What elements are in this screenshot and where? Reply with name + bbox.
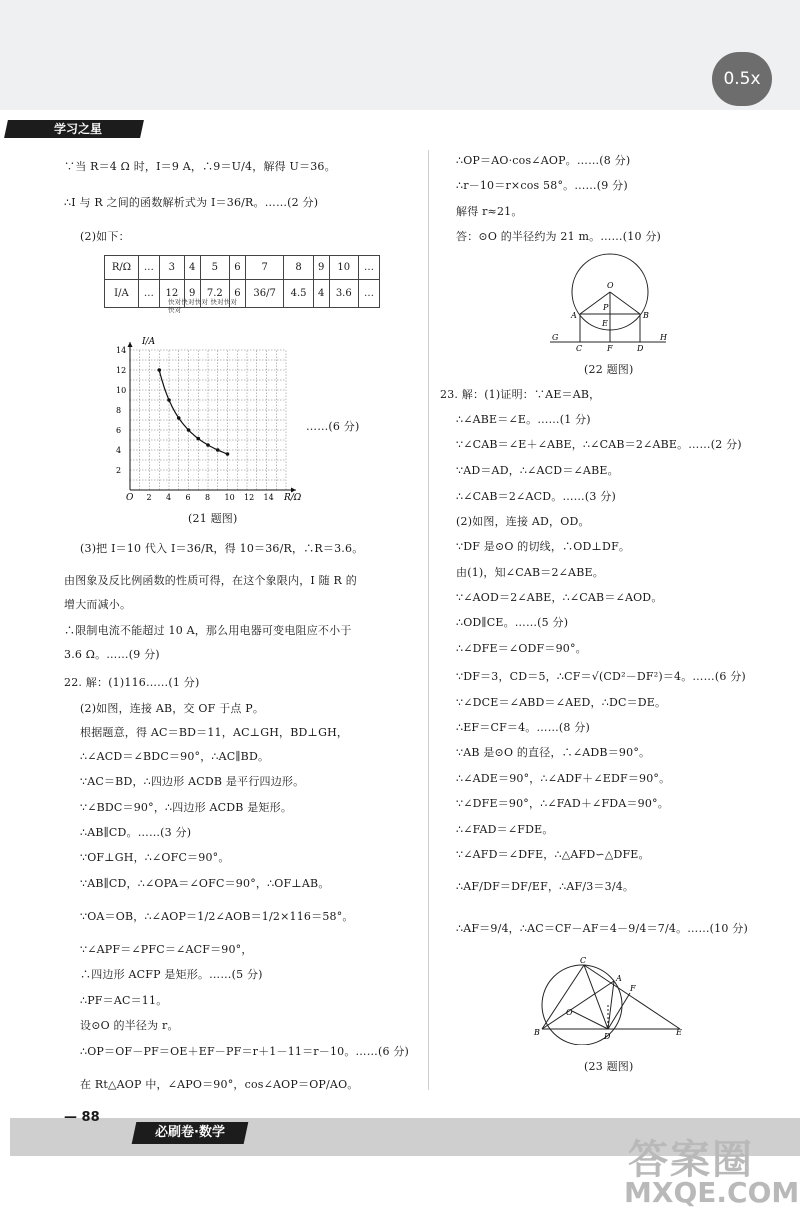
data-point [157, 368, 161, 372]
text-line: ∴∠DFE＝∠ODF＝90°。 [456, 642, 587, 655]
y-tick-label: 10 [116, 386, 127, 395]
svg-text:B: B [643, 311, 649, 320]
table-cell: 4 [184, 256, 200, 280]
text-line: ∵DF＝3，CD＝5，∴CF＝√(CD²－DF²)＝4。……(6 分) [456, 670, 746, 683]
table-cell: … [358, 256, 379, 280]
text-line: 3.6 Ω。……(9 分) [64, 648, 160, 661]
table-cell: 6 [229, 256, 245, 280]
table-cell: … [358, 280, 379, 308]
figure-caption: (22 题图) [584, 363, 634, 376]
text-line: ∴r－10＝r×cos 58°。……(9 分) [456, 179, 628, 192]
text-line: ∵AD＝AD，∴∠ACD＝∠ABE。 [456, 464, 619, 477]
table-row [105, 280, 380, 308]
svg-text:O: O [566, 1008, 573, 1017]
text-line: ∵当 R＝4 Ω 时，I＝9 A，∴9＝U/4，解得 U＝36。 [64, 160, 336, 173]
origin-label: O [126, 493, 134, 503]
x-tick-label: 8 [205, 493, 211, 502]
watermark-logo: 答案圈 [628, 1137, 754, 1183]
table-cell: 3.6 [329, 280, 358, 308]
data-point [177, 416, 181, 420]
text-line: ∴AB∥CD。……(3 分) [80, 826, 192, 839]
table-cell: 5 [200, 256, 229, 280]
text-line: 在 Rt△AOP 中，∠APO＝90°，cos∠AOP＝OP/AO。 [80, 1078, 359, 1091]
text-line: 由图象及反比例函数的性质可得，在这个象限内，I 随 R 的 [64, 574, 357, 587]
data-point [187, 428, 191, 432]
text-line: (2)如下： [80, 230, 130, 243]
svg-text:C: C [580, 956, 587, 965]
text-line: ∵DF 是⊙O 的切线，∴OD⊥DF。 [456, 540, 631, 553]
y-tick-label: 2 [116, 466, 122, 475]
data-point [167, 398, 171, 402]
table-cell: 3 [159, 256, 184, 280]
x-tick-label: 12 [244, 493, 255, 502]
text-line: ∵AB 是⊙O 的直径，∴∠ADB＝90°。 [456, 746, 651, 759]
text-line: ∵OF⊥GH，∴∠OFC＝90°。 [80, 851, 230, 864]
text-line: ∵AC＝BD，∴四边形 ACDB 是平行四边形。 [80, 775, 305, 788]
table-cell: … [138, 280, 159, 308]
y-tick-label: 8 [116, 406, 122, 415]
text-line: ∴∠ACD＝∠BDC＝90°，∴AC∥BD。 [80, 750, 270, 763]
text-line: ∴∠CAB＝2∠ACD。……(3 分) [456, 490, 616, 503]
text-line: ∴EF＝CF＝4。……(8 分) [456, 721, 590, 734]
svg-text:B: B [534, 1028, 540, 1037]
text-line: ∴I 与 R 之间的函数解析式为 I＝36/R。……(2 分) [64, 196, 319, 209]
text-line: 由(1)，知∠CAB＝2∠ABE。 [456, 566, 604, 579]
svg-text:D: D [604, 1032, 611, 1041]
text-line: 23. 解：(1)证明：∵AE＝AB， [440, 388, 601, 401]
text-line: ∵∠APF＝∠PFC＝∠ACF＝90°， [80, 943, 253, 956]
x-tick-label: 14 [263, 493, 274, 502]
data-curve [159, 370, 227, 454]
text-line: ∴∠ABE＝∠E。……(1 分) [456, 413, 591, 426]
viewer-top-bar [0, 0, 800, 110]
chart-curve [159, 370, 227, 454]
text-line: ∵∠DFE＝90°，∴∠FAD＋∠FDA＝90°。 [456, 797, 669, 810]
x-tick-label: 10 [224, 493, 235, 502]
table-cell: 7.2 [200, 280, 229, 308]
svg-text:D: D [637, 344, 644, 352]
text-line: ∴PF＝AC＝11。 [80, 994, 168, 1007]
x-axis-label: R/Ω [284, 493, 302, 503]
text-line: ∴四边形 ACFP 是矩形。……(5 分) [80, 968, 263, 981]
score-mark: ……(6 分) [306, 420, 360, 433]
table-cell: 4 [313, 280, 329, 308]
text-line: ∴AF/DF＝DF/EF，∴AF/3＝3/4。 [456, 880, 635, 893]
svg-text:H: H [660, 333, 667, 342]
brand-header: 学习之星 [4, 120, 144, 138]
text-line: ∵∠BDC＝90°，∴四边形 ACDB 是矩形。 [80, 801, 293, 814]
table-row [105, 256, 380, 280]
y-tick-label: 4 [116, 446, 122, 455]
data-point [216, 448, 220, 452]
table-cell: R/Ω [105, 256, 139, 280]
svg-text:E: E [676, 1028, 682, 1037]
y-axis-arrow [128, 342, 133, 347]
text-line: 22. 解：(1)116……(1 分) [64, 676, 200, 689]
x-tick-label: 2 [146, 493, 152, 502]
zoom-level-badge[interactable]: 0.5x [712, 52, 772, 106]
current-resistance-chart [108, 330, 308, 510]
table-cell: 9 [313, 256, 329, 280]
table-cell: I/A [105, 280, 139, 308]
text-line: ∵AB∥CD，∴∠OPA＝∠OFC＝90°，∴OF⊥AB。 [80, 877, 330, 890]
table-cell: … [138, 256, 159, 280]
table-cell: 6 [229, 280, 245, 308]
text-line: (2)如图，连接 AD，OD。 [456, 515, 590, 528]
figure-22 [546, 252, 676, 352]
svg-text:O: O [607, 281, 614, 290]
y-axis-label: I/A [142, 337, 156, 347]
table-cell: 4.5 [284, 280, 313, 308]
y-tick-label: 6 [116, 426, 122, 435]
text-line: ∴OP＝AO·cos∠AOP。……(8 分) [456, 154, 631, 167]
table-overlay-note: 快对快对快对 快对快对快对 [168, 298, 238, 314]
table-cell: 36/7 [245, 280, 283, 308]
table-cell: 7 [245, 256, 283, 280]
table-cell: 8 [284, 256, 313, 280]
figure-caption: (23 题图) [584, 1060, 634, 1073]
text-line: ∵∠AOD＝2∠ABE，∴∠CAB＝∠AOD。 [456, 591, 663, 604]
svg-text:F: F [607, 344, 613, 352]
text-line: 根据题意，得 AC＝BD＝11，AC⊥GH，BD⊥GH， [80, 726, 349, 739]
chart-points [157, 368, 229, 456]
table-cell: 10 [329, 256, 358, 280]
svg-text:P: P [603, 303, 609, 312]
svg-text:F: F [630, 984, 636, 993]
data-point [206, 443, 210, 447]
svg-text:G: G [552, 333, 559, 342]
footer-title: 必刷卷·数学 [132, 1122, 249, 1144]
svg-text:A: A [616, 974, 622, 983]
data-table [104, 255, 380, 308]
figure-23 [530, 955, 690, 1045]
x-axis-arrow [291, 488, 296, 493]
page-number: — 88 [64, 1110, 100, 1125]
svg-text:E: E [602, 319, 608, 328]
text-line: (2)如图，连接 AB，交 OF 于点 P。 [80, 702, 265, 715]
text-line: ∵∠DCE＝∠ABD＝∠AED，∴DC＝DE。 [456, 696, 667, 709]
text-line: ∵∠CAB＝∠E＋∠ABE，∴∠CAB＝2∠ABE。……(2 分) [456, 438, 742, 451]
text-line: (3)把 I＝10 代入 I＝36/R，得 10＝36/R，∴R＝3.6。 [80, 542, 364, 555]
figure-caption: (21 题图) [188, 512, 238, 525]
x-tick-label: 6 [185, 493, 191, 502]
svg-text:A: A [571, 311, 577, 320]
svg-text:C: C [576, 344, 583, 352]
x-tick-label: 4 [166, 493, 172, 502]
text-line: 设⊙O 的半径为 r。 [80, 1019, 179, 1032]
text-line: 答：⊙O 的半径约为 21 m。……(10 分) [456, 230, 662, 243]
text-line: 增大而减小。 [64, 598, 132, 611]
text-line: ∴OD∥CE。……(5 分) [456, 616, 569, 629]
text-line: ∴限制电流不能超过 10 A，那么用电器可变电阻应不小于 [64, 624, 352, 637]
text-line: ∴∠ADE＝90°，∴∠ADF＋∠EDF＝90°。 [456, 772, 671, 785]
text-line: ∵∠AFD＝∠DFE，∴△AFD∽△DFE。 [456, 848, 650, 861]
column-divider [428, 150, 429, 1090]
y-tick-label: 12 [116, 366, 127, 375]
text-line: 解得 r≈21。 [456, 205, 523, 218]
data-point [196, 437, 200, 441]
y-tick-label: 14 [116, 346, 127, 355]
data-point [226, 452, 230, 456]
text-line: ∴AF＝9/4，∴AC＝CF－AF＝4－9/4＝7/4。……(10 分) [456, 922, 748, 935]
text-line: ∴∠FAD＝∠FDE。 [456, 823, 554, 836]
watermark-url: MXQE.COM [624, 1176, 800, 1209]
text-line: ∴OP＝OF－PF＝OE＋EF－PF＝r＋1－11＝r－10。……(6 分) [80, 1045, 410, 1058]
text-line: ∵OA＝OB，∴∠AOP＝1/2∠AOB＝1/2×116＝58°。 [80, 910, 354, 923]
chart-grid [130, 350, 286, 490]
table-cell: 9 [184, 280, 200, 308]
table-cell: 12 [159, 280, 184, 308]
